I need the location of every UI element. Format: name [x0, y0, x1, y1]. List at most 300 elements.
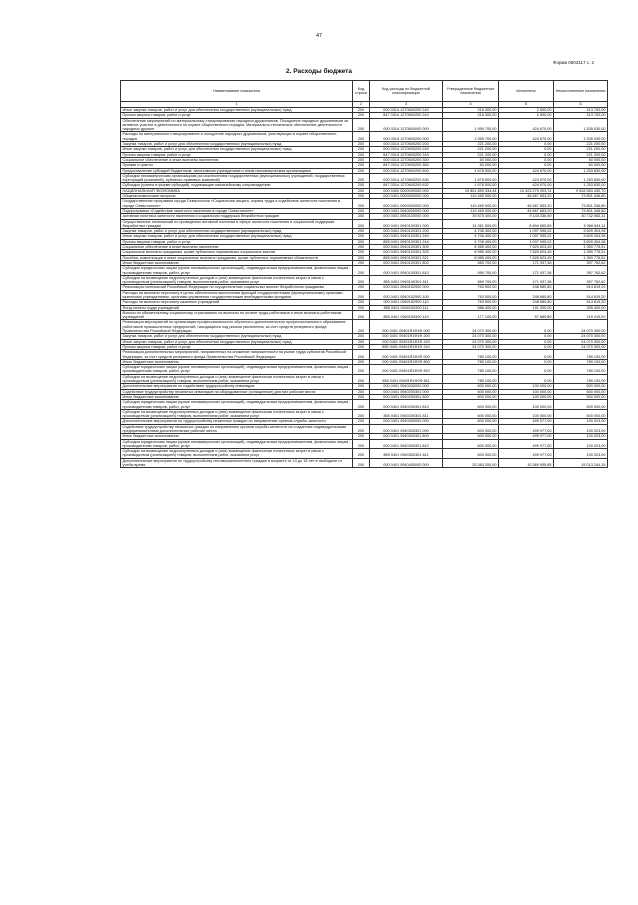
row-unexecuted: 100 023,00 — [554, 439, 608, 449]
row-approved: 600 000,00 — [443, 384, 499, 389]
row-approved: 569 700,00 — [443, 260, 499, 265]
row-approved: 8 985 400,00 — [443, 255, 499, 260]
row-unexecuted: 60 000,00 — [554, 157, 608, 162]
row-unexecuted: 60 000,00 — [554, 163, 608, 168]
row-executed: 10 369 955,85 — [499, 458, 554, 468]
row-classification-code: 000 0401 0940100000 000 — [370, 214, 443, 219]
row-unexecuted: 119 419,20 — [554, 310, 608, 320]
row-name: Иные бюджетные ассигнования — [121, 434, 353, 439]
row-approved: 586 400,00 — [443, 305, 499, 310]
row-approved: 221 200,00 — [443, 152, 499, 157]
row-classification-code: 000 0401 0940300301 000 — [370, 424, 443, 434]
row-approved: 600 000,00 — [443, 409, 499, 419]
row-line-code: 200 — [353, 350, 370, 360]
row-executed: 2 600,00 — [499, 113, 554, 118]
row-line-code: 200 — [353, 449, 370, 459]
row-approved: 1 678 500,00 — [443, 183, 499, 188]
row-approved: 119 469 000,00 — [443, 194, 499, 199]
row-executed: 248 680,80 — [499, 300, 554, 305]
column-number: 5 — [499, 102, 554, 108]
row-name: Подпрограмма «Содействие занятости населения в городе Севастополе» — [121, 208, 353, 213]
row-unexecuted: 100 023,00 — [554, 434, 608, 439]
row-approved: 600 000,00 — [443, 400, 499, 410]
row-line-code: 200 — [353, 434, 370, 439]
row-unexecuted: 24 070 300,00 — [554, 320, 608, 334]
row-approved: 24 070 300,00 — [443, 320, 499, 334]
row-line-code: 200 — [353, 384, 370, 389]
row-line-code: 200 — [353, 260, 370, 265]
table-row — [121, 419, 608, 424]
row-classification-code: 000 0401 09401R1Ф1Ф 000 — [370, 320, 443, 334]
row-approved: 1 678 500,00 — [443, 168, 499, 173]
row-approved: 119 469 000,00 — [443, 208, 499, 213]
row-line-code: 200 — [353, 173, 370, 183]
row-classification-code: 855 0401 0940100301 811 — [370, 275, 443, 285]
row-classification-code: 000 0401 0940200000 000 — [370, 384, 443, 389]
row-line-code: 200 — [353, 108, 370, 113]
header-unexecuted: Неисполненные назначения — [554, 81, 608, 102]
row-name: Субсидии (гранты в форме субсидий), подлежащие казначейскому сопровождению — [121, 183, 353, 188]
row-unexecuted: 1 253 830,00 — [554, 173, 608, 183]
row-classification-code: 000 0401 0940100301 300 — [370, 245, 443, 250]
column-number: 2 — [353, 102, 370, 108]
row-unexecuted: 397 762,62 — [554, 275, 608, 285]
row-name: НАЦИОНАЛЬНАЯ ЭКОНОМИКА — [121, 188, 353, 193]
row-executed: 424 670,00 — [499, 173, 554, 183]
row-classification-code: 847 0314 1270600200 244 — [370, 152, 443, 157]
row-name: Дополнительные мероприятия по трудоустройству несовершеннолетних граждан в возрасте от 14 до 18 лет в свободное от учебы время — [121, 458, 353, 468]
row-unexecuted: 397 762,62 — [554, 266, 608, 276]
row-approved: 4 706 400,00 — [443, 234, 499, 239]
row-approved: 24 070 300,00 — [443, 344, 499, 349]
table-row — [121, 439, 608, 449]
row-line-code: 200 — [353, 394, 370, 399]
row-classification-code: 855 0401 0940152900 111 — [370, 305, 443, 310]
row-name: Субсидии некоммерческим организациям (за исключением государственных (муниципальных) учреждений, государственных корпораций (компаний), публично-правовых компаний) — [121, 173, 353, 183]
table-row — [121, 219, 608, 229]
row-executed: 0,00 — [499, 157, 554, 162]
row-unexecuted: 780 100,00 — [554, 359, 608, 364]
row-line-code: 200 — [353, 285, 370, 290]
row-executed: 0,00 — [499, 365, 554, 375]
row-name: Реализация мероприятий по организации профессионального обучения и дополнительного профессионального образования работников промышленных предприятий, находящихся под риском увольнения, за счет средств резервного фонда Правительства Российской Федерации — [121, 320, 353, 334]
row-line-code: 200 — [353, 239, 370, 244]
row-line-code: 200 — [353, 339, 370, 344]
row-executed: 0,00 — [499, 163, 554, 168]
row-line-code: 200 — [353, 290, 370, 300]
row-approved: 25 383 200,00 — [443, 458, 499, 468]
row-name: Прочая закупка товаров, работ и услуг — [121, 239, 353, 244]
header-row — [121, 81, 608, 102]
row-name: Обеспечение мероприятий по материальному стимулированию народных дружинников. Поощрение народных дружинников за активное участие в деятельности по охране общественного порядка. Материально-техническое обеспечение деятельности народных дружин — [121, 118, 353, 132]
row-line-code: 200 — [353, 334, 370, 339]
table-row — [121, 173, 608, 183]
row-classification-code: 000 0401 0940100301 320 — [370, 250, 443, 255]
row-classification-code: 000 0400 0000000000 000 — [370, 188, 443, 193]
row-line-code: 200 — [353, 365, 370, 375]
row-name: Иные закупки товаров, работ и услуг для обеспечения государственных (муниципальных) нужд — [121, 234, 353, 239]
row-unexecuted: 100 023,00 — [554, 449, 608, 459]
row-line-code: 200 — [353, 344, 370, 349]
row-unexecuted: 100 023,00 — [554, 424, 608, 434]
row-unexecuted: 30 732 063,31 — [554, 214, 608, 219]
row-executed: 171 937,38 — [499, 275, 554, 285]
row-executed: 1 097 095,02 — [499, 239, 554, 244]
row-unexecuted: 221 200,00 — [554, 142, 608, 147]
row-executed: 0,00 — [499, 350, 554, 360]
row-approved: 4 706 400,00 — [443, 239, 499, 244]
row-unexecuted: 73 801 346,80 — [554, 194, 608, 199]
row-approved: 780 100,00 — [443, 359, 499, 364]
row-classification-code: 000 0401 09401R1Ф2Ф 000 — [370, 350, 443, 360]
table-row — [121, 449, 608, 459]
row-classification-code: 000 0401 0940200301 800 — [370, 394, 443, 399]
row-executed: 100 000,00 — [499, 400, 554, 410]
row-unexecuted: 9 528 583 430,70 — [554, 188, 608, 193]
row-unexecuted: 500 000,00 — [554, 394, 608, 399]
row-classification-code: 000 0401 0940000000 000 — [370, 208, 443, 213]
table-row — [121, 374, 608, 384]
row-name: Иные закупки товаров, работ и услуг для обеспечения государственных (муниципальных) нужд — [121, 108, 353, 113]
row-name: Расходы на выплаты персоналу казенных учреждений — [121, 300, 353, 305]
row-unexecuted: 221 200,00 — [554, 147, 608, 152]
row-approved: 60 000,00 — [443, 157, 499, 162]
table-row — [121, 389, 608, 394]
row-name: Иные бюджетные ассигнования — [121, 359, 353, 364]
row-classification-code: 855 0401 0940200301 811 — [370, 409, 443, 419]
row-executed: 9 143 336,69 — [499, 214, 554, 219]
row-executed: 499 977,00 — [499, 419, 554, 424]
table-row — [121, 229, 608, 234]
row-executed: 100 000,00 — [499, 384, 554, 389]
row-unexecuted: 3 609 304,98 — [554, 229, 608, 234]
row-approved: 600 000,00 — [443, 394, 499, 399]
table-row — [121, 132, 608, 142]
row-classification-code: 000 0401 0940152900 110 — [370, 300, 443, 305]
row-line-code: 200 — [353, 245, 370, 250]
table-row — [121, 250, 608, 255]
row-approved: 600 000,00 — [443, 439, 499, 449]
table-row — [121, 266, 608, 276]
row-approved: 763 500,00 — [443, 290, 499, 300]
row-line-code: 200 — [353, 419, 370, 424]
row-classification-code: 000 0401 0940200301 810 — [370, 400, 443, 410]
row-executed: 0,00 — [499, 374, 554, 384]
row-name: Пособия, компенсации и иные социальные выплаты гражданам, кроме публичных нормативных обязательств — [121, 255, 353, 260]
column-number: 3 — [370, 102, 443, 108]
row-name: Субсидии юридическим лицам (кроме некоммерческих организаций), индивидуальным предпринимателям, физическим лицам - производителям товаров, работ, услуг — [121, 365, 353, 375]
row-executed: 248 680,80 — [499, 285, 554, 290]
column-number: 6 — [554, 102, 608, 108]
row-approved: 24 070 300,00 — [443, 334, 499, 339]
row-name: Содействие трудоустройству незанятых инвалидов на оборудованные (оснащенные) для них рабочие места — [121, 389, 353, 394]
row-line-code: 200 — [353, 439, 370, 449]
row-name: Иные бюджетные ассигнования — [121, 260, 353, 265]
row-executed: 57 680,80 — [499, 310, 554, 320]
row-unexecuted: 24 070 300,00 — [554, 334, 608, 339]
row-classification-code: 855 0401 09401R1Ф1Ф 244 — [370, 344, 443, 349]
table-row — [121, 214, 608, 219]
row-name: Реализация дополнительных мероприятий, направленных на снижение напряженности на рынке труда субъектов Российской Федерации, за счет средств резервного фонда Правительства Российской Федерации — [121, 350, 353, 360]
row-classification-code: 000 0401 0940100301 800 — [370, 260, 443, 265]
row-approved: 221 200,00 — [443, 142, 499, 147]
row-line-code: 200 — [353, 132, 370, 142]
row-executed: 171 937,38 — [499, 266, 554, 276]
row-executed: 0,00 — [499, 339, 554, 344]
row-classification-code: 000 0401 0940200301 000 — [370, 389, 443, 394]
row-name: Прочая закупка товаров, работ и услуг — [121, 344, 353, 349]
row-line-code: 200 — [353, 389, 370, 394]
row-classification-code: 000 0314 1270600200 300 — [370, 157, 443, 162]
row-unexecuted: 3 609 304,98 — [554, 239, 608, 244]
row-unexecuted: 500 000,00 — [554, 384, 608, 389]
row-classification-code: 855 0401 0940100301 244 — [370, 239, 443, 244]
table-row — [121, 255, 608, 260]
page-number: 47 — [315, 33, 323, 39]
row-name: Социальные выплаты гражданам, кроме публичных нормативных социальных выплат — [121, 250, 353, 255]
row-unexecuted: 313 700,00 — [554, 113, 608, 118]
row-executed: 171 937,38 — [499, 260, 554, 265]
row-unexecuted: 1 535 030,00 — [554, 132, 608, 142]
row-name: Субсидии юридическим лицам (кроме некоммерческих организаций), индивидуальным предпринимателям, физическим лицам - производителям товаров, работ, услуг — [121, 266, 353, 276]
row-approved: 24 070 300,00 — [443, 339, 499, 344]
row-unexecuted: 1 359 776,51 — [554, 245, 608, 250]
row-executed: 7 625 623,49 — [499, 245, 554, 250]
row-name: Прочая закупка товаров, работ и услуг — [121, 152, 353, 157]
row-approved: 14 261 500,00 — [443, 219, 499, 229]
table-row — [121, 424, 608, 434]
row-name: Субсидии на возмещение недополученных доходов и (или) возмещение фактически понесенных затрат в связи с производством (реализацией) товаров, выполнением работ, оказанием услуг — [121, 449, 353, 459]
table-row — [121, 234, 608, 239]
row-name: Взносы по обязательному социальному страхованию на выплаты по оплате труда работников и иные выплаты работникам учреждений — [121, 310, 353, 320]
row-approved: 316 300,00 — [443, 108, 499, 113]
row-approved: 763 500,00 — [443, 285, 499, 290]
row-classification-code: 847 0314 1270600200 632 — [370, 183, 443, 188]
row-executed: 191 000,00 — [499, 305, 554, 310]
row-classification-code: 000 0401 0940152900 100 — [370, 290, 443, 300]
row-executed: 499 977,00 — [499, 439, 554, 449]
row-line-code: 200 — [353, 229, 370, 234]
row-line-code: 200 — [353, 234, 370, 239]
row-executed: 45 667 653,20 — [499, 208, 554, 213]
row-approved: 600 000,00 — [443, 424, 499, 434]
row-name: Социальное обеспечение и иные выплаты населению — [121, 157, 353, 162]
row-executed: 424 670,00 — [499, 118, 554, 132]
row-unexecuted: 100 023,00 — [554, 419, 608, 424]
table-row — [121, 168, 608, 173]
row-executed: 424 670,00 — [499, 132, 554, 142]
row-classification-code: 000 0401 0940300000 000 — [370, 419, 443, 424]
row-classification-code: 000 0401 0940300301 810 — [370, 439, 443, 449]
row-unexecuted: 514 819,20 — [554, 285, 608, 290]
row-line-code: 200 — [353, 320, 370, 334]
table-row — [121, 199, 608, 209]
column-number: 1 — [121, 102, 353, 108]
row-line-code: 200 — [353, 255, 370, 260]
row-approved: 569 700,00 — [443, 266, 499, 276]
row-unexecuted: 3 609 304,98 — [554, 234, 608, 239]
section-title: 2. Расходы бюджета — [286, 68, 352, 75]
row-name: Премии и гранты — [121, 163, 353, 168]
row-executed: 10 323 275 903,74 — [499, 188, 554, 193]
row-executed: 424 670,00 — [499, 168, 554, 173]
row-name: Субсидии юридическим лицам (кроме некоммерческих организаций), индивидуальным предпринимателям, физическим лицам - производителям товаров, работ, услуг — [121, 400, 353, 410]
table-row — [121, 208, 608, 213]
table-row — [121, 350, 608, 360]
row-line-code: 200 — [353, 275, 370, 285]
row-classification-code: 000 0401 0900000000 000 — [370, 199, 443, 209]
row-unexecuted: 5 366 844,11 — [554, 219, 608, 229]
row-unexecuted: 24 070 300,00 — [554, 339, 608, 344]
row-name: Субсидии на возмещение недополученных доходов и (или) возмещение фактически понесенных затрат в связи с производством (реализацией) товаров, выполнением работ, оказанием услуг — [121, 409, 353, 419]
row-unexecuted: 15 013 244,15 — [554, 458, 608, 468]
row-executed: 0,00 — [499, 359, 554, 364]
table-row — [121, 118, 608, 132]
row-approved: 221 200,00 — [443, 147, 499, 152]
row-classification-code: 000 0401 0940100301 200 — [370, 229, 443, 234]
row-name: Реализация полномочий Российской Федерации по осуществлению социальных выплат безработным гражданам — [121, 285, 353, 290]
table-row — [121, 458, 608, 468]
row-name: Осуществление полномочий по проведению активной политики в сфере занятости населения и социальной поддержке безработных граждан — [121, 219, 353, 229]
row-executed: 0,00 — [499, 152, 554, 157]
row-classification-code: 855 0401 0940152900 119 — [370, 310, 443, 320]
table-row — [121, 245, 608, 250]
row-unexecuted: 514 819,20 — [554, 290, 608, 300]
table-row — [121, 275, 608, 285]
row-name: Закупка товаров, работ и услуг для обеспечения государственных (муниципальных) нужд — [121, 334, 353, 339]
row-classification-code: 000 0314 1270600000 000 — [370, 118, 443, 132]
row-line-code: 200 — [353, 305, 370, 310]
row-name: Субсидии на возмещение недополученных доходов и (или) возмещение фактически понесенных затрат в связи с производством (реализацией) товаров, выполнением работ, оказанием услуг — [121, 374, 353, 384]
row-approved: 600 000,00 — [443, 419, 499, 424]
row-approved: 600 000,00 — [443, 389, 499, 394]
row-approved: 600 000,00 — [443, 449, 499, 459]
row-classification-code: 000 0314 1270600200 200 — [370, 142, 443, 147]
row-line-code: 200 — [353, 250, 370, 255]
form-label: Форма 0503117 с. 2 — [553, 60, 594, 65]
header-classification-code: Код расхода по бюджетной классификации — [370, 81, 443, 102]
table-body — [121, 108, 608, 468]
row-approved: 600 000,00 — [443, 434, 499, 439]
row-name: Фонд оплаты труда учреждений — [121, 305, 353, 310]
row-classification-code: 000 0401 0940100301 810 — [370, 266, 443, 276]
row-classification-code: 000 0401 09401R1Ф1Ф 240 — [370, 339, 443, 344]
row-unexecuted: 780 100,00 — [554, 350, 608, 360]
row-classification-code: 000 0314 1270600200 630 — [370, 173, 443, 183]
row-line-code: 200 — [353, 188, 370, 193]
row-executed: 0,00 — [499, 142, 554, 147]
table-row — [121, 310, 608, 320]
row-approved: 780 100,00 — [443, 350, 499, 360]
row-unexecuted: 500 000,00 — [554, 389, 608, 394]
row-name: Иные бюджетные ассигнования — [121, 394, 353, 399]
row-unexecuted: 1 359 776,51 — [554, 255, 608, 260]
table-row — [121, 320, 608, 334]
row-executed: 45 667 653,20 — [499, 194, 554, 199]
row-line-code: 200 — [353, 168, 370, 173]
row-approved: 316 300,00 — [443, 113, 499, 118]
row-line-code: 200 — [353, 113, 370, 118]
row-unexecuted: 221 200,00 — [554, 152, 608, 157]
row-approved: 4 706 400,00 — [443, 229, 499, 234]
row-line-code: 200 — [353, 142, 370, 147]
row-executed: 499 977,00 — [499, 449, 554, 459]
row-classification-code: 855 0401 0940300301 811 — [370, 449, 443, 459]
row-classification-code: 000 0401 0000000000 000 — [370, 194, 443, 199]
table-row — [121, 400, 608, 410]
row-name: Государственная программа города Севастополя «Социальная защита, охрана труда и содействие занятости населения в городе Севастополе» — [121, 199, 353, 209]
row-unexecuted: 73 801 346,80 — [554, 208, 608, 213]
row-executed: 1 097 095,02 — [499, 234, 554, 239]
row-unexecuted: 24 070 300,00 — [554, 344, 608, 349]
row-approved: 569 700,00 — [443, 275, 499, 285]
table-row — [121, 384, 608, 389]
row-executed: 45 667 653,20 — [499, 199, 554, 209]
row-name: Субсидии на возмещение недополученных доходов и (или) возмещение фактически понесенных затрат в связи с производством (реализацией) товаров, выполнением работ, оказанием услуг — [121, 275, 353, 285]
row-classification-code: 000 0401 0940300301 800 — [370, 434, 443, 439]
row-classification-code: 000 0401 09401R1Ф2Ф 810 — [370, 365, 443, 375]
row-approved: 763 500,00 — [443, 300, 499, 305]
row-line-code: 200 — [353, 400, 370, 410]
header-line-code: Код строки — [353, 81, 370, 102]
table-row — [121, 285, 608, 290]
row-unexecuted: 780 100,00 — [554, 365, 608, 375]
column-number: 4 — [443, 102, 499, 108]
row-name: Закупка товаров, работ и услуг для обеспечения государственных (муниципальных) нужд — [121, 142, 353, 147]
row-unexecuted: 395 400,00 — [554, 305, 608, 310]
row-approved: 60 000,00 — [443, 163, 499, 168]
row-name: Общеэкономические вопросы — [121, 194, 353, 199]
table-row — [121, 300, 608, 305]
row-line-code: 200 — [353, 152, 370, 157]
row-executed: 0,00 — [499, 334, 554, 339]
row-line-code: 200 — [353, 118, 370, 132]
row-name: Прочая закупка товаров, работ и услуг — [121, 113, 353, 118]
row-name: Предоставление субсидий бюджетным, автономным учреждениям и иным некоммерческим организациям — [121, 168, 353, 173]
row-line-code: 200 — [353, 409, 370, 419]
row-unexecuted: 1 359 776,51 — [554, 250, 608, 255]
row-approved: 177 100,00 — [443, 310, 499, 320]
row-executed: 499 977,00 — [499, 424, 554, 434]
header-name: Наименование показателя — [121, 81, 353, 102]
row-line-code: 200 — [353, 183, 370, 188]
table-row — [121, 409, 608, 419]
row-executed: 0,00 — [499, 344, 554, 349]
row-unexecuted: 500 000,00 — [554, 400, 608, 410]
expenses-table — [120, 80, 608, 468]
row-executed: 0,00 — [499, 320, 554, 334]
row-unexecuted: 1 253 830,00 — [554, 168, 608, 173]
row-approved: 8 985 400,00 — [443, 245, 499, 250]
row-classification-code: 855 0401 0940100301 321 — [370, 255, 443, 260]
row-name: Расходы на выплаты персоналу в целях обеспечения выполнения функций государственными (муниципальными) органами, казенными учреждениями, органами управления государственными внебюджетными фондами — [121, 290, 353, 300]
row-unexecuted: 73 801 346,80 — [554, 199, 608, 209]
row-name: Социальное обеспечение и иные выплаты населению — [121, 245, 353, 250]
row-executed: 1 097 095,02 — [499, 229, 554, 234]
row-unexecuted: 780 100,00 — [554, 374, 608, 384]
row-executed: 100 000,00 — [499, 389, 554, 394]
row-classification-code: 855 0401 09401R1Ф2Ф 811 — [370, 374, 443, 384]
row-line-code: 200 — [353, 219, 370, 229]
row-unexecuted: 514 819,20 — [554, 300, 608, 305]
row-classification-code: 000 0401 09401R1Ф2Ф 800 — [370, 359, 443, 364]
table-row — [121, 290, 608, 300]
row-name: Иные закупки товаров, работ и услуг для обеспечения государственных (муниципальных) нужд — [121, 339, 353, 344]
row-line-code: 200 — [353, 458, 370, 468]
row-line-code: 200 — [353, 310, 370, 320]
row-line-code: 200 — [353, 194, 370, 199]
row-line-code: 200 — [353, 199, 370, 209]
